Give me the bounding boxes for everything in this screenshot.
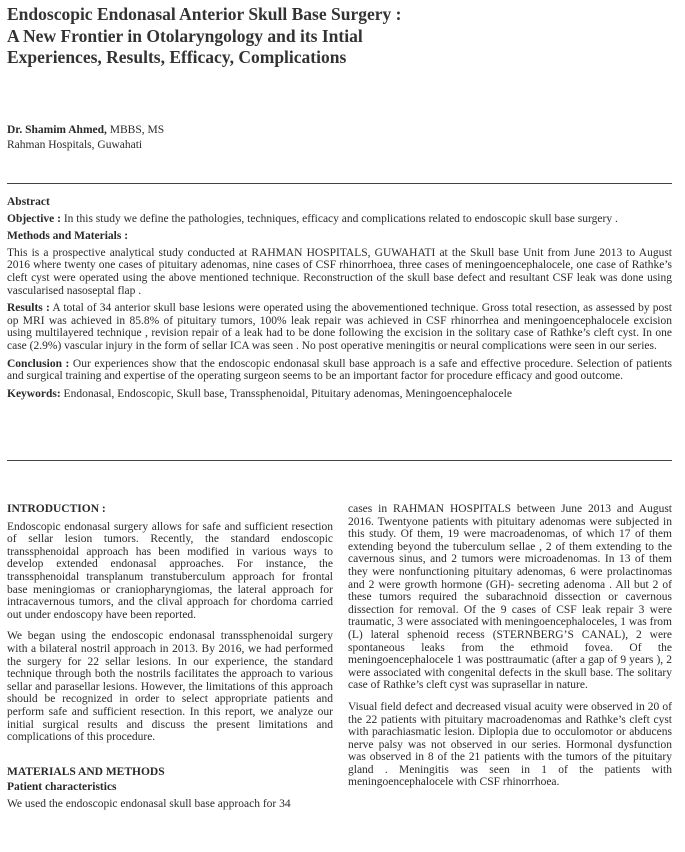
bottom-divider	[7, 460, 672, 461]
author-degrees: MBBS, MS	[106, 124, 165, 136]
article-title: Endoscopic Endonasal Anterior Skull Base Surgery : A New Frontier in Otolaryngology and its Intial Experiences, Results, Efficacy, Complications	[7, 4, 402, 67]
conclusion-label: Conclusion :	[7, 357, 70, 370]
keywords-text: Endonasal, Endoscopic, Skull base, Transsphenoidal, Pituitary adenomas, Meningoencephalocele	[60, 387, 512, 400]
author-block	[7, 123, 164, 153]
conclusion-paragraph	[7, 358, 672, 383]
author-affiliation: Rahman Hospitals, Guwahati	[7, 139, 143, 151]
top-divider	[7, 183, 672, 184]
methods-paragraph-1: We used the endoscopic endonasal skull base approach for 34	[7, 797, 291, 810]
results-text: A total of 34 anterior skull base lesions were operated using the abovementioned technique. Gross total resection, as assessed by post op MRI was achieved in 85.8% of pituitary tumors, 100% leak repair was achieved in CSF rhinorrhea and meningoencephalocele excision using multilayered technique , revision repair of a leak had to be done following the excision in the solitary case of Rathke’s cleft cyst. In one case (2.9%) vascular injury in the form of sellar ICA was seen . No post operative meningitis or neural complications were seen in our series.	[7, 302, 672, 352]
abstract-heading: Abstract	[7, 196, 50, 208]
objective-label: Objective :	[7, 212, 61, 225]
body-column-left	[7, 503, 333, 819]
author-name: Dr. Shamim Ahmed,	[7, 124, 107, 136]
conclusion-text: Our experiences show that the endoscopic endonasal skull base approach is a safe and effective procedure. Selection of patients and surgical training and expertise of the operating surgeon seems to be an important factor for procedure efficacy and good outcome.	[7, 357, 672, 383]
methods-paragraph: This is a prospective analytical study conducted at RAHMAN HOSPITALS, GUWAHATI at the Skull base Unit from June 2013 to August 2016 where twenty one cases of pituitary adenomas, nine cases of CSF rhinorrhoea, three cases of meningoencephalocele, one case of Rathke’s cleft cyst were operated using the above mentioned technique. Reconstruction of the skull base defect and resultant CSF leak was done using vascularised nasoseptal flap .	[7, 246, 672, 297]
keywords-paragraph	[7, 388, 672, 401]
patients-paragraph: cases in RAHMAN HOSPITALS between June 2013 and August 2016. Twentyone patients with pituitary adenomas were subjected in this study. Of them, 19 were macroadenomas, of which 17 of them extending beyond the tuberculum sellae , 2 of them extending to the cavernous sinus, and 2 tumors were microadenomas. In 13 of them they were nonfunctioning pituitary adenomas, 6 were prolactinomas and 2 were growth hormone (GH)- secreting adenoma . All but 2 of these tumors required the subarachnoid dissection or cavernous dissection for removal. Of the 9 cases of CSF leak repair 3 were traumatic, 3 were associated with meningoencephaloceles, 1 was from (L) lateral sphenoid recess (STERNBERG’S CANAL), 2 were spontaneous leaks from the ethmoid fovea. Of the meningoencephalocele 1 was posttraumatic (after a gap of 9 years ), 2 were associated with congenital defects in the skull base. The solitary case of Rathke’s cleft cyst was suprasellar in nature.	[348, 503, 672, 692]
abstract-section	[7, 196, 672, 405]
patient-characteristics-heading: Patient characteristics	[7, 781, 117, 794]
materials-methods-heading: MATERIALS AND METHODS	[7, 765, 165, 778]
objective-text: In this study we define the pathologies, techniques, efficacy and complications related to endoscopic skull base surgery .	[60, 212, 618, 225]
author-line	[7, 123, 164, 138]
results-label: Results :	[7, 302, 50, 315]
results-paragraph	[7, 302, 672, 352]
intro-paragraph-2: We began using the endoscopic endonasal transsphenoidal surgery with a bilateral nostril approach in 2013. By 2016, we had performed the surgery for 22 sellar lesions. In our experience, the standard technique through both the nostrils facilitates the approach to various sellar and parasellar lesions. However, the limitations of this approach should be recognized in order to select appropriate patients and perform safe and sufficient resection. In this report, we analyze our initial surgical results and discuss the present limitations and complications of this procedure.	[7, 630, 333, 744]
introduction-heading: INTRODUCTION :	[7, 503, 106, 515]
intro-paragraph-1: Endoscopic endonasal surgery allows for safe and sufficient resection of sellar lesion tumors. Recently, the standard endoscopic transsphenoidal approach has been modified in various ways to develop extended endonasal approaches. For instance, the transsphenoidal transplanum transtuberculum approach for frontal base meningiomas or craniopharyngiomas, the lateral approach for intracavernous tumors, and the clival approach for chordoma carried out under endoscopy have been reported.	[7, 520, 333, 621]
methods-heading: Methods and Materials :	[7, 230, 129, 243]
symptoms-paragraph: Visual field defect and decreased visual acuity were observed in 20 of the 22 patients with pituitary macroadenomas and Rathke’s cleft cyst with parachiasmatic lesion. Diplopia due to occulomotor or abducens nerve palsy was not observed in our series. Hormonal dysfunction was observed in 8 of the 21 patients with the tumors of the pituitary gland . Meningitis was seen in 1 of the patients with meningoencephalocele with CSF rhinorrhoea.	[348, 700, 672, 789]
body-column-right	[348, 503, 672, 798]
objective-paragraph	[7, 213, 672, 226]
keywords-label: Keywords:	[7, 387, 61, 400]
